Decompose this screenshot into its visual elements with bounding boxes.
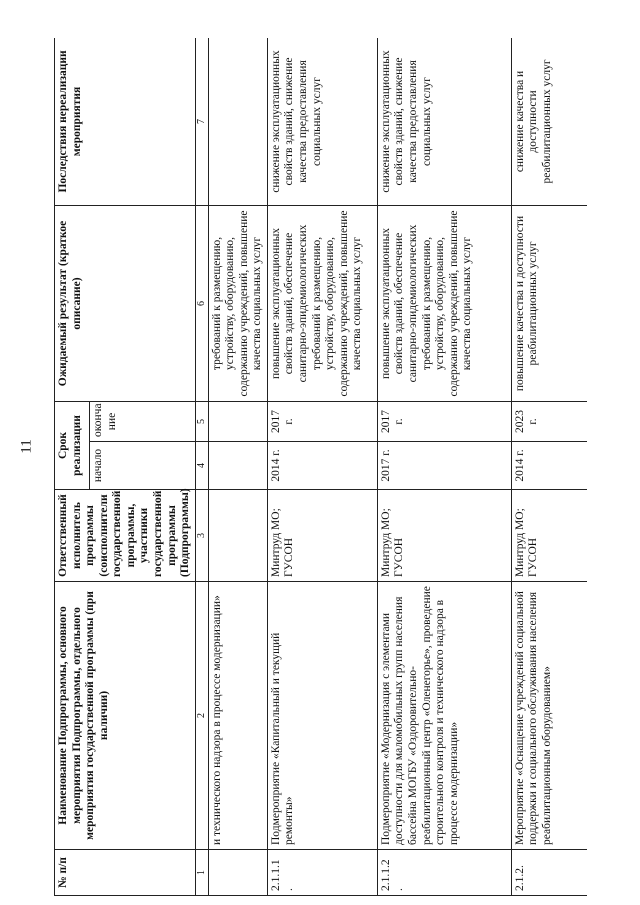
column-number: 3 bbox=[195, 490, 208, 582]
row-result: повышение эксплуатационных свойств зданий, обеспечение санитарно-эпидемиологических требований к размещению, устройству, оборудованию, содержанию учреждений, повышение качества социальных услуг bbox=[377, 205, 511, 401]
row-executor: Минтруд МО; ГУСОН bbox=[377, 490, 511, 582]
row-consequence bbox=[208, 38, 267, 205]
row-number: 2.1.1.1 . bbox=[267, 850, 377, 896]
program-activities-table bbox=[54, 38, 587, 896]
row-end: 2017 г. bbox=[267, 401, 377, 441]
header-number: № п/п bbox=[55, 850, 196, 896]
row-result: повышение качества и доступности реабилитационных услуг bbox=[511, 205, 587, 401]
row-name: Подмероприятие «Модернизация с элементами доступности для маломобильных групп населения бассейна МОГБУ «Оздоровительно-реабилитационный центр «Оленегорье», проведение строительного контроля и технического надзора в процессе модернизации» bbox=[377, 582, 511, 850]
row-start: 2014 г. bbox=[267, 442, 377, 490]
row-result: требований к размещению, устройству, оборудованию, содержанию учреждений, повышение качества социальных услуг bbox=[208, 205, 267, 401]
column-number: 5 bbox=[195, 401, 208, 441]
row-end: 2017 г. bbox=[377, 401, 511, 441]
header-result: Ожидаемый результат (краткое описание) bbox=[55, 205, 196, 401]
row-end bbox=[208, 401, 267, 441]
row-name: Мероприятие «Оснащение учреждений социальной поддержки и социального обслуживания населения реабилитационным оборудованием» bbox=[511, 582, 587, 850]
page-number: 11 bbox=[18, 439, 35, 454]
header-name: Наименование Подпрограммы, основного мероприятия Подпрограммы, отдельного мероприятия государственной программы (при наличии) bbox=[55, 582, 196, 850]
column-numbers-row bbox=[195, 38, 208, 896]
header-consequence: Последствия нереализации мероприятия bbox=[55, 38, 196, 205]
row-result: повышение эксплуатационных свойств зданий, обеспечение санитарно-эпидемиологических требований к размещению, устройству, оборудованию, содержанию учреждений, повышение качества социальных услуг bbox=[267, 205, 377, 401]
header-end: оконча ние bbox=[90, 401, 195, 441]
row-start bbox=[208, 442, 267, 490]
row-number: 2.1.1.2 . bbox=[377, 850, 511, 896]
column-number: 6 bbox=[195, 205, 208, 401]
rotated-table-wrapper bbox=[54, 38, 587, 896]
column-number: 7 bbox=[195, 38, 208, 205]
row-end: 2023 г. bbox=[511, 401, 587, 441]
row-number bbox=[208, 850, 267, 896]
header-period: Срок реализации bbox=[55, 401, 90, 489]
header-start: начало bbox=[90, 442, 195, 490]
column-number: 1 bbox=[195, 850, 208, 896]
row-executor: Минтруд МО; ГУСОН bbox=[511, 490, 587, 582]
table-row bbox=[511, 38, 587, 896]
row-consequence: снижение эксплуатационных свойств зданий, снижение качества предоставления социальных услуг bbox=[377, 38, 511, 205]
row-consequence: снижение качества и доступности реабилитационных услуг bbox=[511, 38, 587, 205]
table-row bbox=[208, 38, 267, 896]
header-executor: Ответственный исполнитель программы (соисполнители государственной программы, участники государственной программы (Подпрограммы) bbox=[55, 490, 196, 582]
row-executor: Минтруд МО; ГУСОН bbox=[267, 490, 377, 582]
row-consequence: снижение эксплуатационных свойств зданий, снижение качества предоставления социальных услуг bbox=[267, 38, 377, 205]
column-number: 2 bbox=[195, 582, 208, 850]
row-executor bbox=[208, 490, 267, 582]
row-start: 2014 г. bbox=[511, 442, 587, 490]
row-start: 2017 г. bbox=[377, 442, 511, 490]
row-name: и технического надзора в процессе модернизации» bbox=[208, 582, 267, 850]
table-row bbox=[377, 38, 511, 896]
row-name: Подмероприятие «Капитальный и текущий ремонты» bbox=[267, 582, 377, 850]
table-area bbox=[54, 38, 587, 896]
row-number: 2.1.2. bbox=[511, 850, 587, 896]
table-row bbox=[267, 38, 377, 896]
column-number: 4 bbox=[195, 442, 208, 490]
